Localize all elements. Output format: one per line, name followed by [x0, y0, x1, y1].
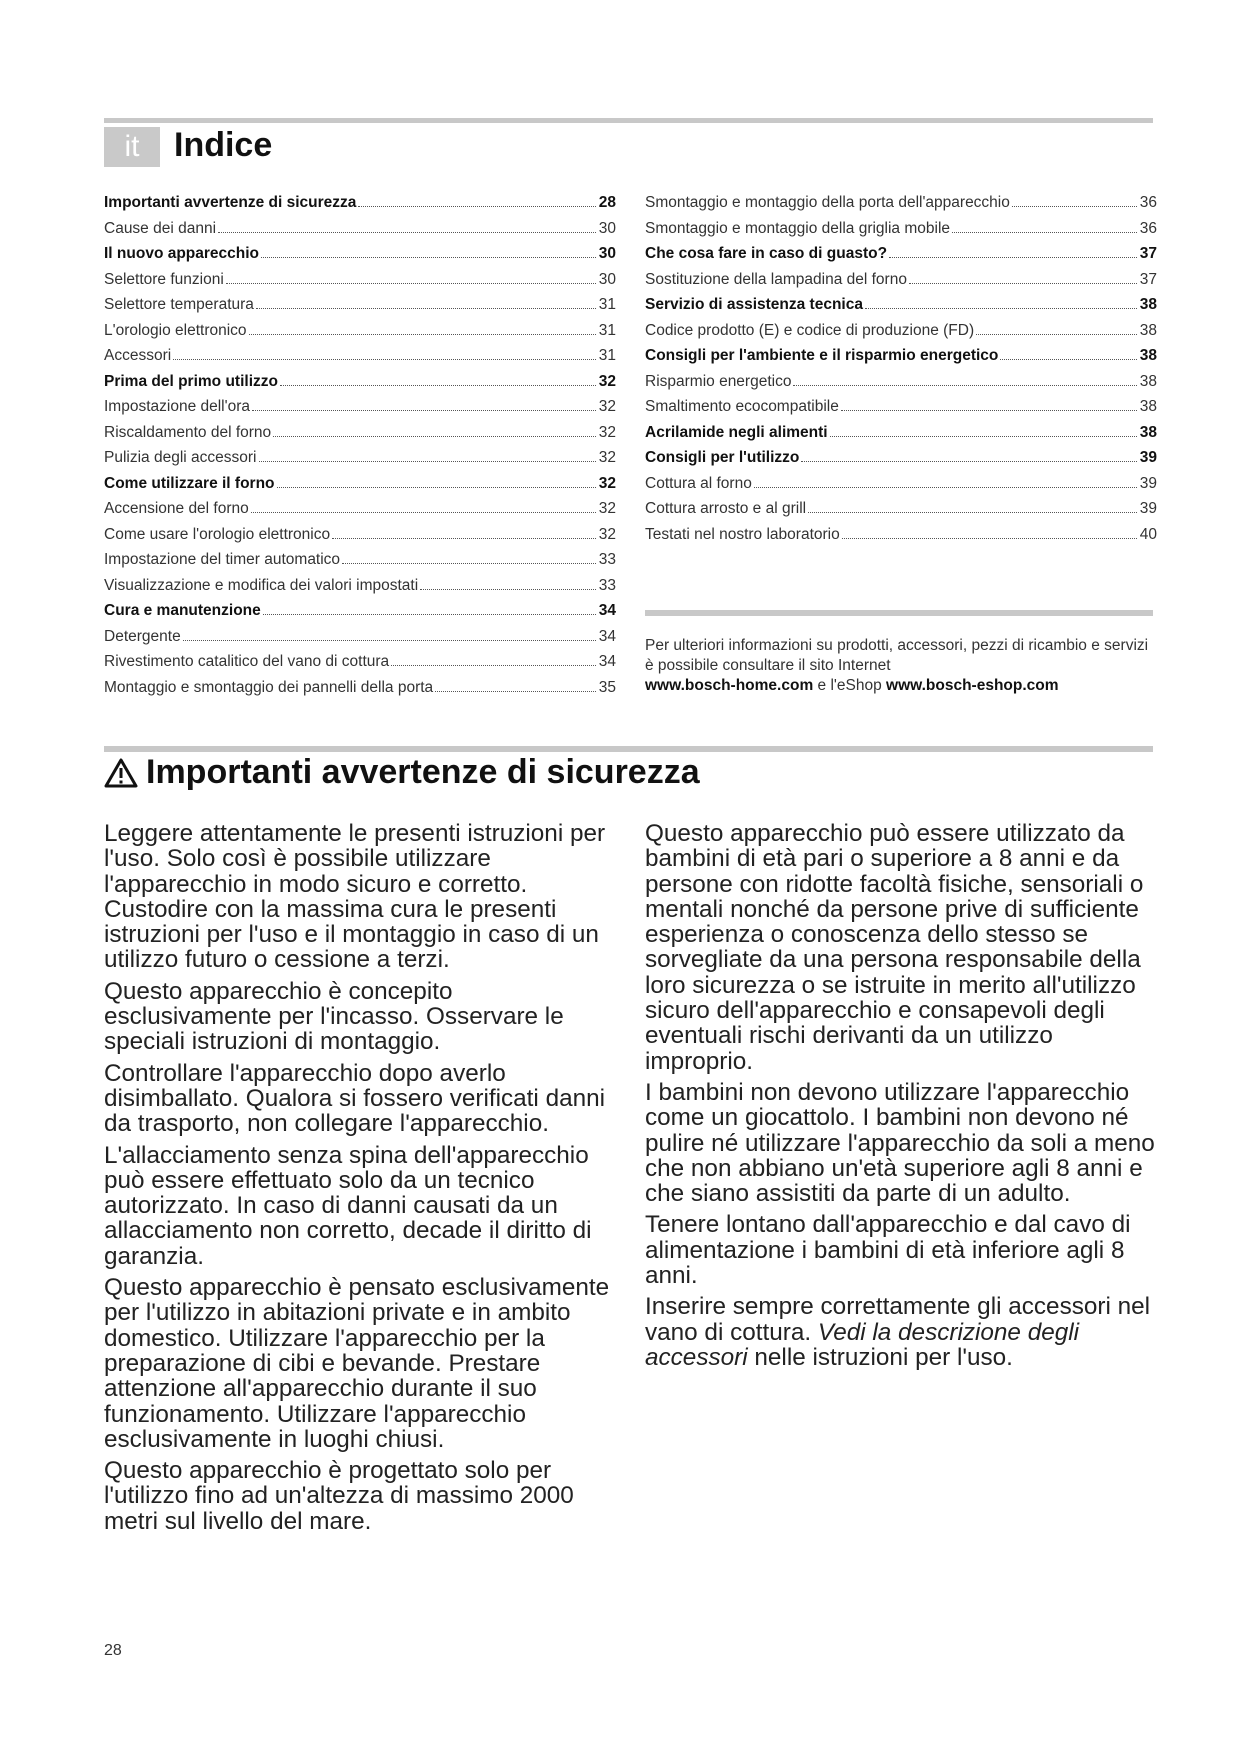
toc-entry[interactable]: [104, 398, 616, 424]
toc-entry-page: 32: [598, 474, 616, 492]
toc-entry-page: 30: [598, 270, 616, 288]
toc-entry-page: 36: [1139, 194, 1157, 211]
toc-entry-label: Pulizia degli accessori: [104, 449, 257, 466]
toc-leader-dots: [342, 563, 596, 564]
toc-entry-label: Risparmio energetico: [645, 372, 792, 390]
toc-leader-dots: [183, 640, 596, 641]
toc-entry-label: Smontaggio e montaggio della griglia mobile: [645, 219, 951, 237]
page-title: Indice: [174, 126, 273, 164]
toc-entry[interactable]: [104, 220, 616, 246]
toc-entry[interactable]: [104, 424, 616, 450]
toc-entry-label: L'orologio elettronico: [104, 321, 247, 339]
toc-leader-dots: [256, 308, 596, 309]
toc-leader-dots: [801, 461, 1136, 462]
safety-paragraph: Questo apparecchio è pensato esclusivamente per l'utilizzo in abitazioni private e in ambito domestico. Utilizzare l'apparecchio per la preparazione di cibi e bevande. Prestare attenzione all'apparecchio durante il suo funzionamento. Utilizzare l'apparecchio esclusivamente in luoghi chiusi.: [104, 1274, 610, 1453]
toc-leader-dots: [252, 410, 596, 411]
toc-leader-dots: [435, 691, 596, 692]
toc-entry-page: 34: [598, 627, 616, 645]
toc-entry[interactable]: [645, 347, 1157, 373]
toc-entry-page: 32: [598, 423, 616, 441]
toc-leader-dots: [865, 308, 1137, 309]
toc-entry-page: 34: [598, 602, 616, 619]
safety-paragraph: Questo apparecchio può essere utilizzato da bambini di età pari o superiore a 8 anni e da persone con ridotte facoltà fisiche, sensoriali o mentali nonché da persone prive di sufficiente esperienza o conoscenza dello stesso se sorvegliate da una persona responsabile della loro sicurezza o se istruite in merito all'utilizzo sicuro dell'apparecchio e consapevoli degli eventuali rischi derivanti da un utilizzo improprio.: [645, 820, 1144, 1075]
toc-entry-label: Cause dei danni: [104, 219, 217, 237]
toc-leader-dots: [830, 436, 1137, 437]
toc-entry-label: Selettore temperatura: [104, 296, 254, 313]
toc-entry-label: Consigli per l'utilizzo: [645, 449, 800, 466]
toc-entry[interactable]: [104, 475, 616, 501]
toc-entry-label: Cottura al forno: [645, 474, 752, 492]
toc-entry[interactable]: [104, 653, 616, 679]
safety-left-column: [104, 821, 624, 1540]
toc-entry-page: 28: [598, 194, 616, 211]
toc-entry[interactable]: [104, 628, 616, 654]
toc-entry-page: 37: [1139, 245, 1157, 262]
toc-entry[interactable]: [104, 347, 616, 373]
toc-leader-dots: [754, 487, 1137, 488]
toc-entry-page: 33: [598, 551, 616, 568]
toc-entry-page: 38: [1139, 296, 1157, 313]
toc-leader-dots: [1000, 359, 1136, 360]
toc-entry-label: Impostazione del timer automatico: [104, 551, 341, 568]
toc-entry-page: 32: [598, 398, 616, 415]
toc-entry-page: 32: [598, 449, 616, 466]
toc-entry-label: Riscaldamento del forno: [104, 423, 272, 441]
toc-entry-label: Prima del primo utilizzo: [104, 372, 278, 390]
toc-entry[interactable]: [104, 194, 616, 220]
paragraph-lead: Inserire sempre correttamente gli accessori nel vano di cottura.: [645, 1293, 1151, 1346]
toc-leader-dots: [251, 512, 596, 513]
toc-entry[interactable]: [104, 500, 616, 526]
toc-entry-label: Selettore funzioni: [104, 270, 224, 288]
toc-entry-label: Montaggio e smontaggio dei pannelli della porta: [104, 678, 434, 696]
note-middle: e l'eShop: [817, 677, 882, 694]
paragraph-reference: Vedi la descrizione degli accessori: [645, 1318, 1080, 1371]
safety-paragraph: Questo apparecchio è progettato solo per l'utilizzo fino ad un'altezza di massimo 2000 metri sul livello del mare.: [104, 1457, 574, 1535]
toc-entry-label: Accensione del forno: [104, 500, 249, 517]
toc-entry-page: 32: [598, 372, 616, 390]
toc-entry[interactable]: [645, 220, 1157, 246]
safety-paragraph: Leggere attentamente le presenti istruzioni per l'uso. Solo così è possibile utilizzare l'apparecchio in modo sicuro e corretto. Custodire con la massima cura le presenti istruzioni per l'uso e il montaggio in caso di un utilizzo futuro o cessione a terzi.: [104, 820, 606, 974]
toc-leader-dots: [280, 385, 596, 386]
toc-entry[interactable]: [645, 398, 1157, 424]
toc-entry-page: 38: [1139, 321, 1157, 339]
warning-triangle-icon: [104, 758, 138, 788]
toc-entry[interactable]: [104, 271, 616, 297]
toc-leader-dots: [273, 436, 596, 437]
toc-entry-label: Cura e manutenzione: [104, 602, 261, 619]
toc-leader-dots: [1012, 206, 1137, 207]
toc-entry-page: 38: [1139, 423, 1157, 441]
toc-entry[interactable]: [645, 296, 1157, 322]
toc-leader-dots: [889, 257, 1137, 258]
top-rule: [104, 118, 1153, 123]
toc-leader-dots: [808, 512, 1137, 513]
section-title: Importanti avvertenze di sicurezza: [146, 753, 700, 791]
toc-entry-label: Impostazione dell'ora: [104, 398, 250, 415]
safety-right-column: [645, 821, 1157, 1376]
toc-entry-label: Smaltimento ecocompatibile: [645, 398, 839, 415]
bosch-home-link[interactable]: www.bosch-home.com: [645, 677, 814, 694]
section-rule: [104, 746, 1153, 752]
language-badge: it: [104, 127, 160, 167]
safety-paragraph: L'allacciamento senza spina dell'apparecchio può essere effettuato solo da un tecnico autorizzato. In caso di danni causati da un allacciamento non corretto, decade il diritto di garanzia.: [104, 1141, 592, 1270]
toc-leader-dots: [793, 385, 1136, 386]
toc-entry-page: 31: [598, 321, 616, 339]
toc-entry[interactable]: [645, 449, 1157, 475]
toc-entry-page: 31: [598, 296, 616, 313]
toc-leader-dots: [391, 665, 596, 666]
toc-leader-dots: [173, 359, 596, 360]
safety-paragraph: Tenere lontano dall'apparecchio e dal cavo di alimentazione i bambini di età inferiore agli 8 anni.: [645, 1211, 1131, 1290]
toc-entry-label: Detergente: [104, 627, 181, 645]
toc-entry-label: Servizio di assistenza tecnica: [645, 296, 863, 313]
toc-entry-page: 38: [1139, 372, 1157, 390]
toc-left-column: [104, 194, 616, 704]
toc-entry-label: Visualizzazione e modifica dei valori impostati: [104, 576, 419, 594]
toc-entry[interactable]: [645, 424, 1157, 450]
section-heading: [104, 753, 700, 792]
toc-entry[interactable]: [104, 245, 616, 271]
toc-entry-page: 33: [598, 576, 616, 594]
toc-entry-label: Sostituzione della lampadina del forno: [645, 270, 907, 288]
page-number: 28: [104, 1642, 122, 1659]
toc-entry[interactable]: [645, 271, 1157, 297]
toc-entry-page: 39: [1139, 449, 1157, 466]
toc-leader-dots: [842, 538, 1137, 539]
toc-entry[interactable]: [645, 526, 1157, 552]
toc-entry-page: 39: [1139, 474, 1157, 492]
toc-leader-dots: [263, 614, 596, 615]
safety-paragraph: I bambini non devono utilizzare l'apparecchio come un giocattolo. I bambini non devono né pulire né utilizzare l'apparecchio da soli a meno che non abbiano un'età superiore agli 8 anni e che siano assistiti da parte di un adulto.: [645, 1078, 1155, 1208]
note-rule: [645, 610, 1153, 616]
toc-entry-label: Acrilamide negli alimenti: [645, 423, 828, 441]
toc-entry[interactable]: [645, 322, 1157, 348]
note-text: Per ulteriori informazioni su prodotti, accessori, pezzi di ricambio e servizi è possibile consultare il sito Internet: [645, 637, 1149, 674]
toc-entry[interactable]: [104, 526, 616, 552]
toc-leader-dots: [332, 538, 596, 539]
toc-entry[interactable]: [645, 194, 1157, 220]
toc-entry-label: Smontaggio e montaggio della porta dell'apparecchio: [645, 194, 1010, 211]
toc-entry-page: 38: [1139, 398, 1157, 415]
toc-entry-page: 30: [598, 219, 616, 237]
toc-entry[interactable]: [104, 679, 616, 705]
toc-leader-dots: [259, 461, 596, 462]
toc-entry-label: Il nuovo apparecchio: [104, 245, 260, 262]
toc-entry[interactable]: [104, 551, 616, 577]
safety-paragraph: Questo apparecchio è concepito esclusivamente per l'incasso. Osservare le speciali istruzioni di montaggio.: [104, 977, 564, 1056]
toc-entry-page: 32: [598, 525, 616, 543]
toc-entry[interactable]: [104, 577, 616, 603]
paragraph-tail: nelle istruzioni per l'uso.: [754, 1343, 1013, 1371]
toc-entry-page: 31: [598, 347, 616, 364]
toc-entry-page: 32: [598, 500, 616, 517]
toc-right-column: [645, 194, 1157, 551]
safety-paragraph-accessories: [645, 1294, 1157, 1370]
toc-entry-label: Accessori: [104, 347, 172, 364]
bosch-eshop-link[interactable]: www.bosch-eshop.com: [886, 677, 1059, 694]
toc-entry-label: Importanti avvertenze di sicurezza: [104, 194, 357, 211]
toc-entry-page: 40: [1139, 525, 1157, 543]
toc-leader-dots: [420, 589, 596, 590]
toc-leader-dots: [952, 232, 1137, 233]
toc-leader-dots: [261, 257, 596, 258]
toc-entry[interactable]: [645, 475, 1157, 501]
toc-leader-dots: [249, 334, 596, 335]
toc-entry-label: Rivestimento catalitico del vano di cottura: [104, 653, 390, 670]
toc-entry-page: 34: [598, 653, 616, 670]
toc-entry-page: 37: [1139, 270, 1157, 288]
toc-entry[interactable]: [104, 602, 616, 628]
toc-entry[interactable]: [104, 322, 616, 348]
toc-entry-label: Come usare l'orologio elettronico: [104, 525, 331, 543]
toc-entry-page: 35: [598, 678, 616, 696]
toc-entry-page: 38: [1139, 347, 1157, 364]
toc-entry[interactable]: [645, 373, 1157, 399]
toc-leader-dots: [909, 283, 1137, 284]
toc-leader-dots: [358, 206, 595, 207]
toc-leader-dots: [218, 232, 596, 233]
toc-entry[interactable]: [104, 449, 616, 475]
toc-entry-page: 36: [1139, 219, 1157, 237]
toc-entry-label: Consigli per l'ambiente e il risparmio energetico: [645, 347, 999, 364]
toc-entry-label: Codice prodotto (E) e codice di produzione (FD): [645, 321, 975, 339]
toc-leader-dots: [226, 283, 596, 284]
toc-leader-dots: [841, 410, 1137, 411]
toc-entry[interactable]: [104, 296, 616, 322]
toc-entry[interactable]: [645, 500, 1157, 526]
toc-entry-page: 39: [1139, 500, 1157, 517]
toc-entry-label: Cottura arrosto e al grill: [645, 500, 807, 517]
toc-entry[interactable]: [645, 245, 1157, 271]
toc-leader-dots: [976, 334, 1137, 335]
toc-entry[interactable]: [104, 373, 616, 399]
toc-leader-dots: [277, 487, 596, 488]
toc-entry-label: Testati nel nostro laboratorio: [645, 525, 840, 543]
safety-paragraph: Controllare l'apparecchio dopo averlo disimballato. Qualora si fossero verificati danni da trasporto, non collegare l'apparecchio.: [104, 1059, 606, 1138]
website-note: [645, 636, 1157, 696]
toc-entry-label: Come utilizzare il forno: [104, 474, 275, 492]
toc-entry-page: 30: [598, 245, 616, 262]
toc-entry-label: Che cosa fare in caso di guasto?: [645, 245, 888, 262]
